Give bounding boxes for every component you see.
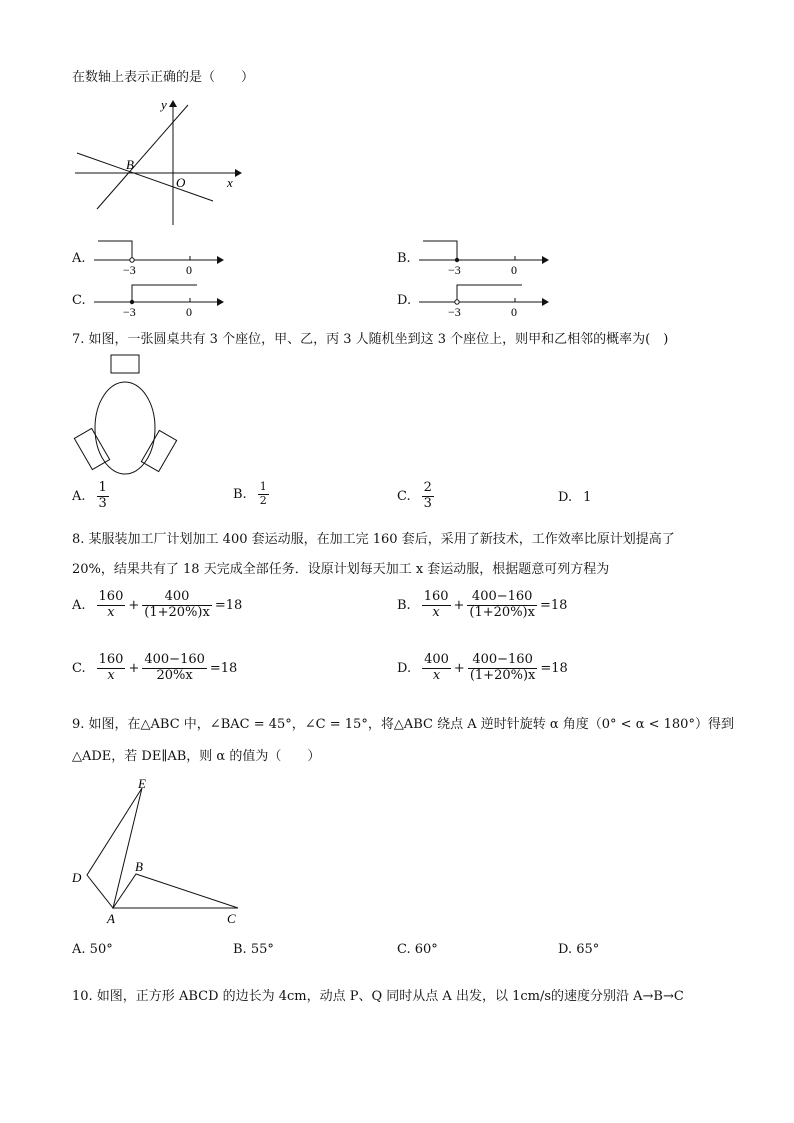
- q8-stem-line1: 8. 某服装加工厂计划加工 400 套运动服，在加工完 160 套后，采用了新技术，工作效率比原计划提高了: [72, 532, 675, 547]
- q6-option-c-numberline: [92, 280, 232, 318]
- q8-option-b[interactable]: B. $\frac{160}{x}$ + $\frac{400-160}{(1+20\%)x}$ =18: [397, 589, 568, 620]
- q6-option-a-numberline: [92, 238, 232, 276]
- point-d-label: D: [72, 870, 82, 885]
- q9-stem-line1: 9. 如图，在△ABC 中，∠BAC = 45°，∠C = 15°，将△ABC 绕点 A 逆时针旋转 α 角度（0° < α < 180°）得到: [72, 717, 734, 732]
- point-a-label: A: [107, 911, 115, 926]
- q6-coordinate-graph: [70, 95, 245, 230]
- q6-option-b-numberline: [417, 238, 557, 276]
- svg-text:−3: −3: [448, 263, 461, 276]
- q6-option-d-label: D.: [397, 293, 412, 308]
- q6-option-b-label: B.: [397, 251, 411, 266]
- svg-text:−3: −3: [448, 305, 461, 318]
- q7-option-a[interactable]: A. $\frac{1}{3}$: [72, 480, 107, 511]
- point-b-label: B: [135, 859, 143, 874]
- origin-label: O: [176, 175, 186, 190]
- point-b-label: B: [126, 157, 134, 172]
- q8-option-d[interactable]: D. $\frac{400}{x}$ + $\frac{400-160}{(1+20\%)x}$ =18: [397, 652, 568, 683]
- q9-option-a[interactable]: A. 50°: [72, 942, 113, 957]
- q9-triangle-figure: [65, 770, 255, 930]
- point-c-label: C: [227, 911, 236, 926]
- y-axis-label: y: [161, 97, 167, 112]
- q9-stem-line2: △ADE，若 DE∥AB，则 α 的值为（ ）: [72, 749, 321, 764]
- q9-option-c[interactable]: C. 60°: [397, 942, 438, 957]
- x-axis-label: x: [227, 175, 233, 190]
- q7-round-table-figure: [70, 352, 185, 477]
- svg-text:0: 0: [511, 305, 517, 318]
- svg-text:−3: −3: [123, 305, 136, 318]
- q8-stem-line2: 20%，结果共有了 18 天完成全部任务．设原计划每天加工 x 套运动服，根据题意可列方程为: [72, 562, 610, 577]
- q6-option-c-label: C.: [72, 293, 86, 308]
- svg-text:0: 0: [186, 305, 192, 318]
- svg-text:−3: −3: [123, 263, 136, 276]
- q7-option-d[interactable]: D. 1: [558, 490, 592, 505]
- q7-stem: 7. 如图，一张圆桌共有 3 个座位，甲、乙，丙 3 人随机坐到这 3 个座位上，则甲和乙相邻的概率为( ): [72, 332, 669, 347]
- q8-option-c[interactable]: C. $\frac{160}{x}$ + $\frac{400-160}{20\%x}$ =18: [72, 652, 238, 683]
- q9-option-b[interactable]: B. 55°: [233, 942, 274, 957]
- q6-stem-tail: 在数轴上表示正确的是（ ）: [72, 70, 255, 85]
- svg-text:0: 0: [186, 263, 192, 276]
- q6-option-a-label: A.: [72, 251, 86, 266]
- svg-text:0: 0: [511, 263, 517, 276]
- q7-option-b[interactable]: B. $\frac{1}{2}$: [233, 480, 267, 507]
- q6-option-d-numberline: [417, 280, 557, 318]
- q8-option-a[interactable]: A. $\frac{160}{x}$ + $\frac{400}{(1+20\%)x}$ =18: [72, 589, 243, 620]
- q9-option-d[interactable]: D. 65°: [558, 942, 600, 957]
- q10-stem: 10. 如图，正方形 ABCD 的边长为 4cm，动点 P、Q 同时从点 A 出发，以 1cm/s的速度分别沿 A→B→C: [72, 989, 684, 1004]
- q7-option-c[interactable]: C. $\frac{2}{3}$: [397, 480, 432, 511]
- point-e-label: E: [138, 776, 146, 791]
